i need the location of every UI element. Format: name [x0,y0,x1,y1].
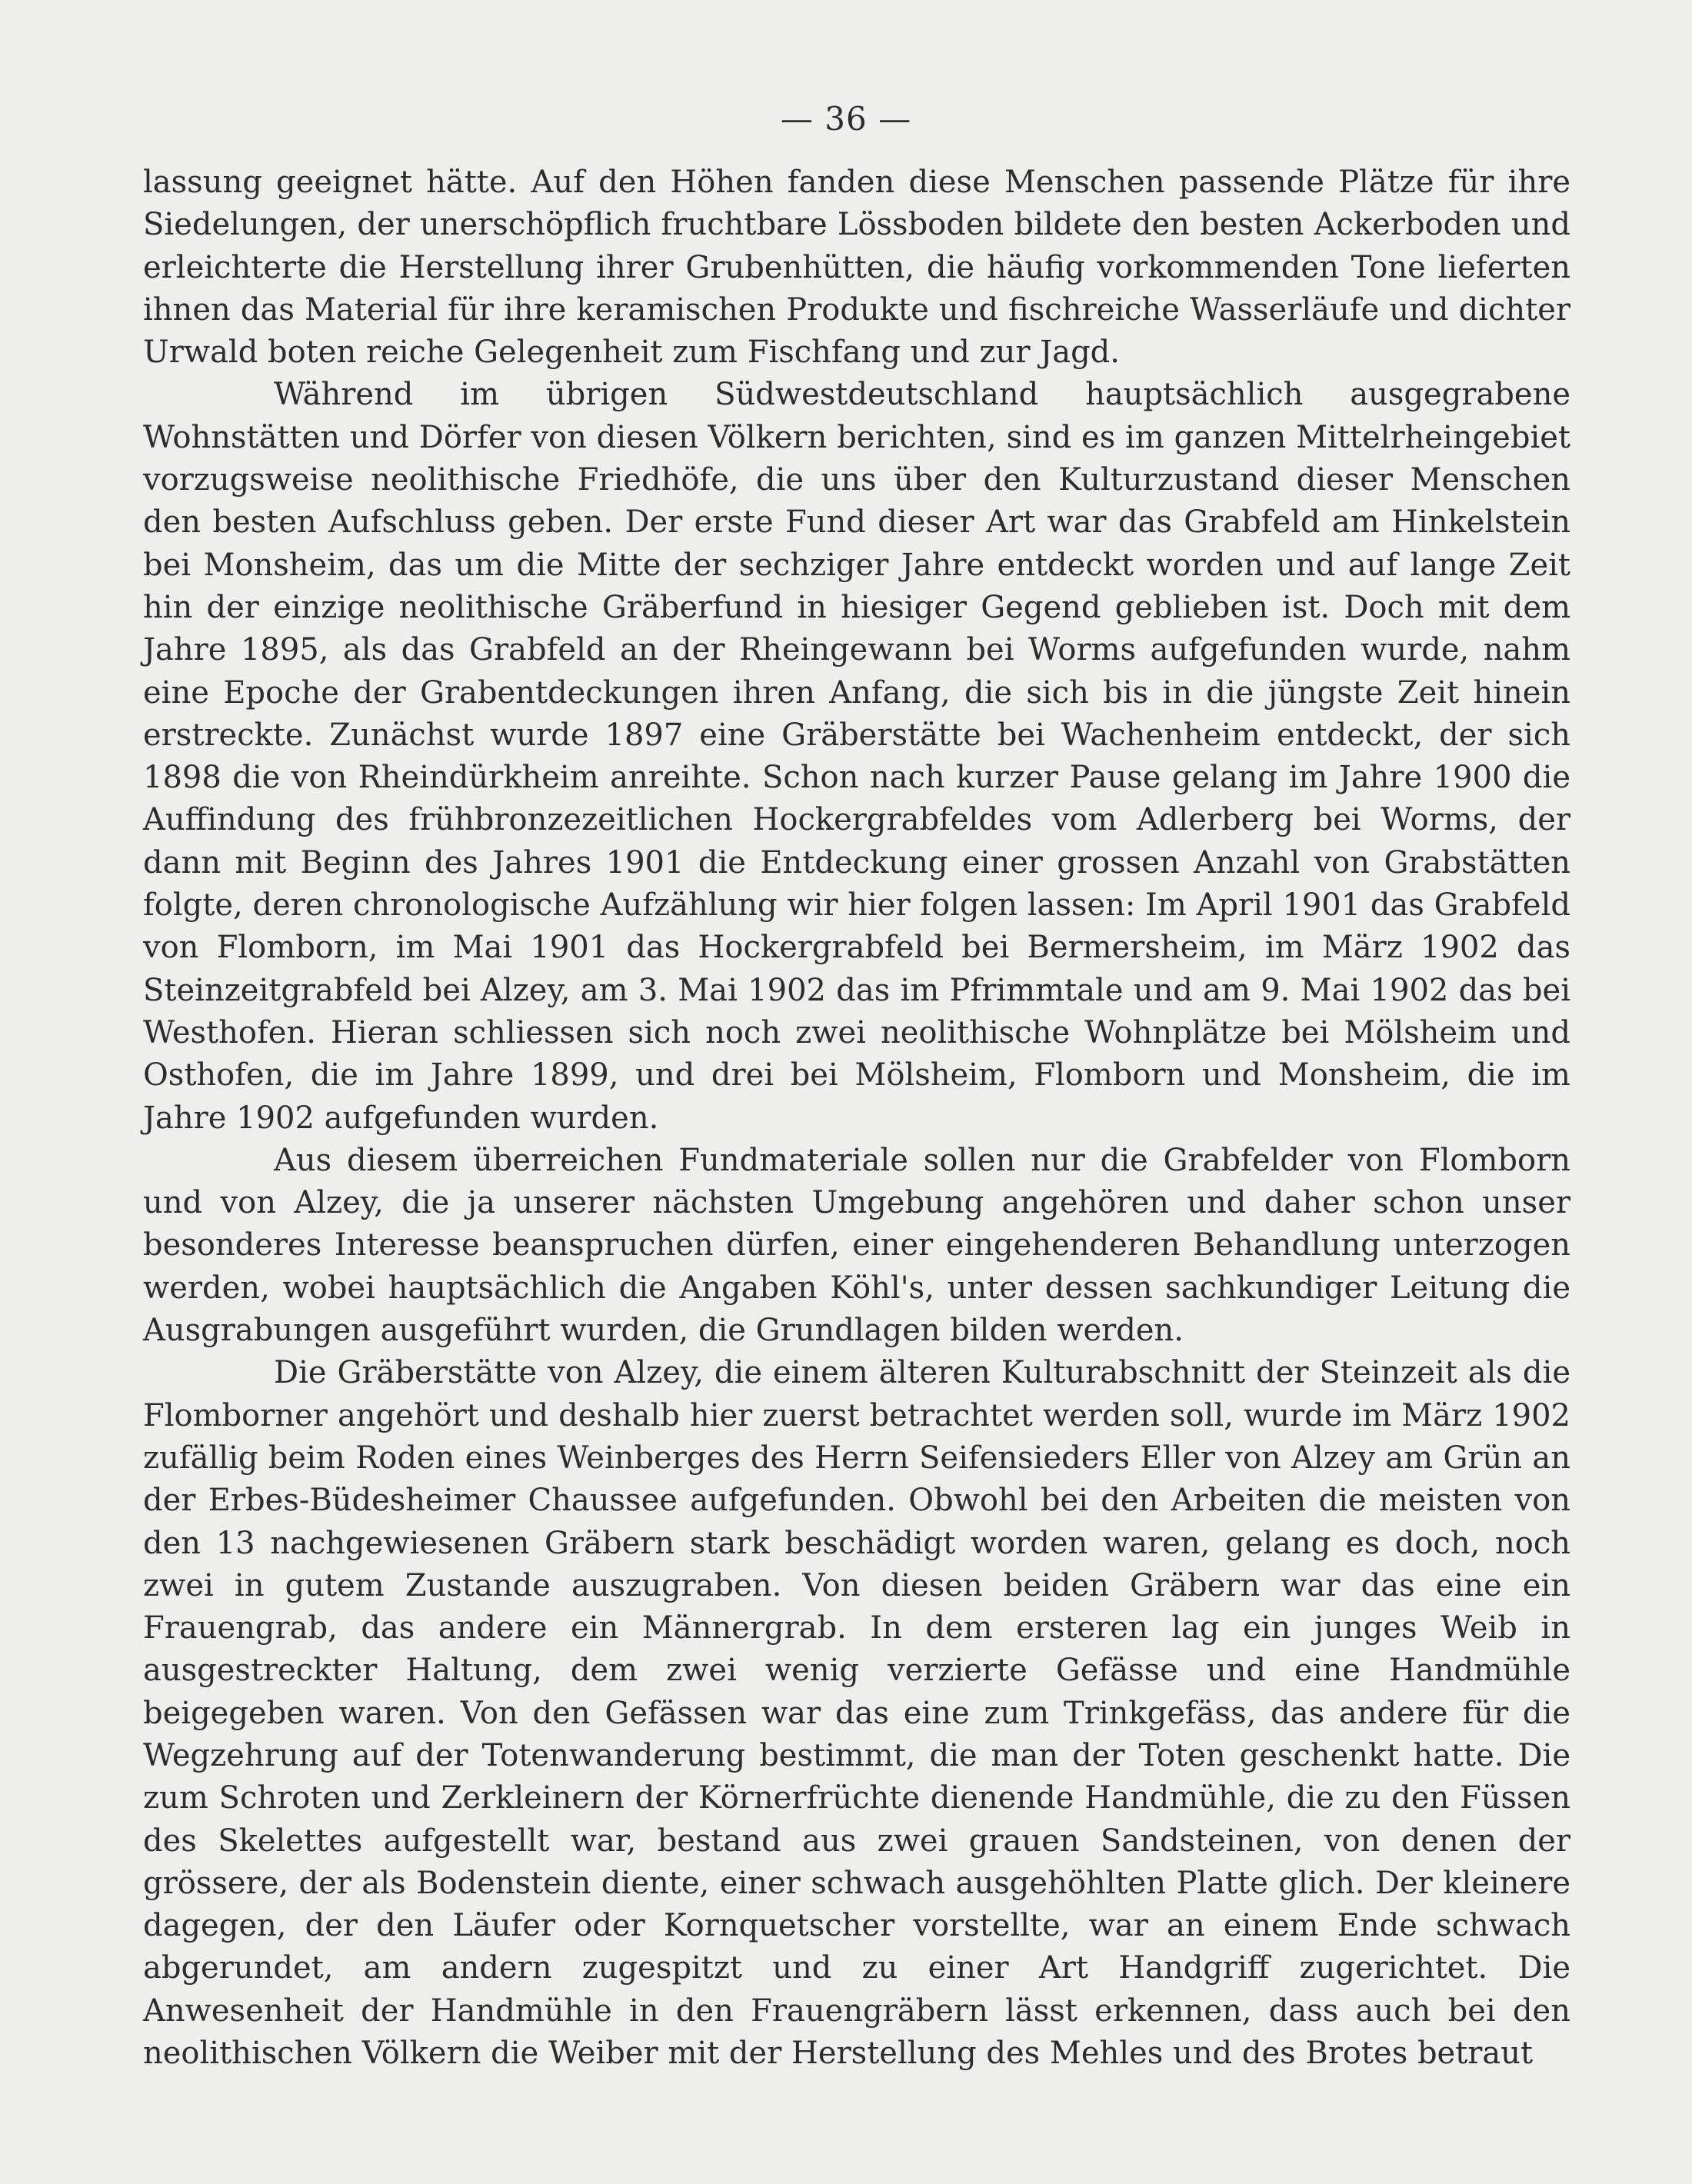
paragraph-continuation: lassung geeignet hätte. Auf den Höhen fanden diese Menschen passende Plätze für ihre Siedelungen, der unerschöpflich fruchtbare Lössboden bildete den besten Ackerboden und erleichterte die Herstellung ihrer Grubenhütten, die häufig vorkommenden Tone lieferten ihnen das Material für ihre keramischen Produkte und fischreiche Wasserläufe und dichter Urwald boten reiche Gelegenheit zum Fischfang und zur Jagd. [143,165,1570,371]
paragraph-grave-discoveries: Während im übrigen Südwestdeutschland hauptsächlich ausgegrabene Wohnstätten und Dörfer von diesen Völkern berichten, sind es im ganzen Mittelrheingebiet vorzugsweise neolithische Friedhöfe, die uns über den Kulturzustand dieser Menschen den besten Aufschluss geben. Der erste Fund dieser Art war das Grabfeld am Hinkelstein bei Monsheim, das um die Mitte der sechziger Jahre entdeckt worden und auf lange Zeit hin der einzige neolithische Gräberfund in hiesiger Gegend geblieben ist. Doch mit dem Jahre 1895, als das Grabfeld an der Rheingewann bei Worms aufgefunden wurde, nahm eine Epoche der Grabentdeckungen ihren Anfang, die sich bis in die jüngste Zeit hinein erstreckte. Zunächst wurde 1897 eine Gräberstätte bei Wachenheim entdeckt, der sich 1898 die von Rheindürkheim anreihte. Schon nach kurzer Pause gelang im Jahre 1900 die Auffindung des frühbronzezeitlichen Hockergrabfeldes vom Adlerberg bei Worms, der dann mit Beginn des Jahres 1901 die Entdeckung einer grossen Anzahl von Grabstätten folgte, deren chronologische Aufzählung wir hier folgen lassen: Im April 1901 das Grabfeld von Flomborn, im Mai 1901 das Hockergrabfeld bei Bermersheim, im März 1902 das Steinzeitgrabfeld bei Alzey, am 3. Mai 1902 das im Pfrimmtale und am 9. Mai 1902 das bei Westhofen. Hieran schliessen sich noch zwei neolithische Wohnplätze bei Mölsheim und Osthofen, die im Jahre 1899, und drei bei Mölsheim, Flomborn und Monsheim, die im Jahre 1902 aufgefunden wurden. [143,377,1570,1136]
paragraph-flomborn-alzey: Aus diesem überreichen Fundmateriale sollen nur die Grabfelder von Flomborn und von Alzey, die ja unserer nächsten Umgebung angehören und daher schon unser besonderes Interesse beanspruchen dürfen, einer eingehenderen Behandlung unterzogen werden, wobei hauptsächlich die Angaben Köhl's, unter dessen sachkundiger Leitung die Ausgrabungen ausgeführt wurden, die Grundlagen bilden werden. [143,1142,1570,1349]
body-text [143,161,1570,2075]
page-number: — 36 — [780,100,912,138]
paragraph-alzey-graves: Die Gräberstätte von Alzey, die einem älteren Kulturabschnitt der Steinzeit als die Flomborner angehört und deshalb hier zuerst betrachtet werden soll, wurde im März 1902 zufällig beim Roden eines Weinberges des Herrn Seifensieders Eller von Alzey am Grün an der Erbes-Büdesheimer Chaussee aufgefunden. Obwohl bei den Arbeiten die meisten von den 13 nachgewiesenen Gräbern stark beschädigt worden waren, gelang es doch, noch zwei in gutem Zustande auszugraben. Von diesen beiden Gräbern war das eine ein Frauengrab, das andere ein Männergrab. In dem ersteren lag ein junges Weib in ausgestreckter Haltung, dem zwei wenig verzierte Gefässe und eine Handmühle beigegeben waren. Von den Gefässen war das eine zum Trinkgefäss, das andere für die Wegzehrung auf der Totenwanderung bestimmt, die man der Toten geschenkt hatte. Die zum Schroten und Zerkleinern der Körnerfrüchte dienende Handmühle, die zu den Füssen des Skelettes aufgestellt war, bestand aus zwei grauen Sandsteinen, von denen der grössere, der als Bodenstein diente, einer schwach ausgehöhlten Platte glich. Der kleinere dagegen, der den Läufer oder Kornquetscher vorstellte, war an einem Ende schwach abgerundet, am andern zugespitzt und zu einer Art Handgriff zugerichtet. Die Anwesenheit der Handmühle in den Frauengräbern lässt erkennen, dass auch bei den neolithischen Völkern die Weiber mit der Herstellung des Mehles und des Brotes betraut [143,1355,1570,2072]
